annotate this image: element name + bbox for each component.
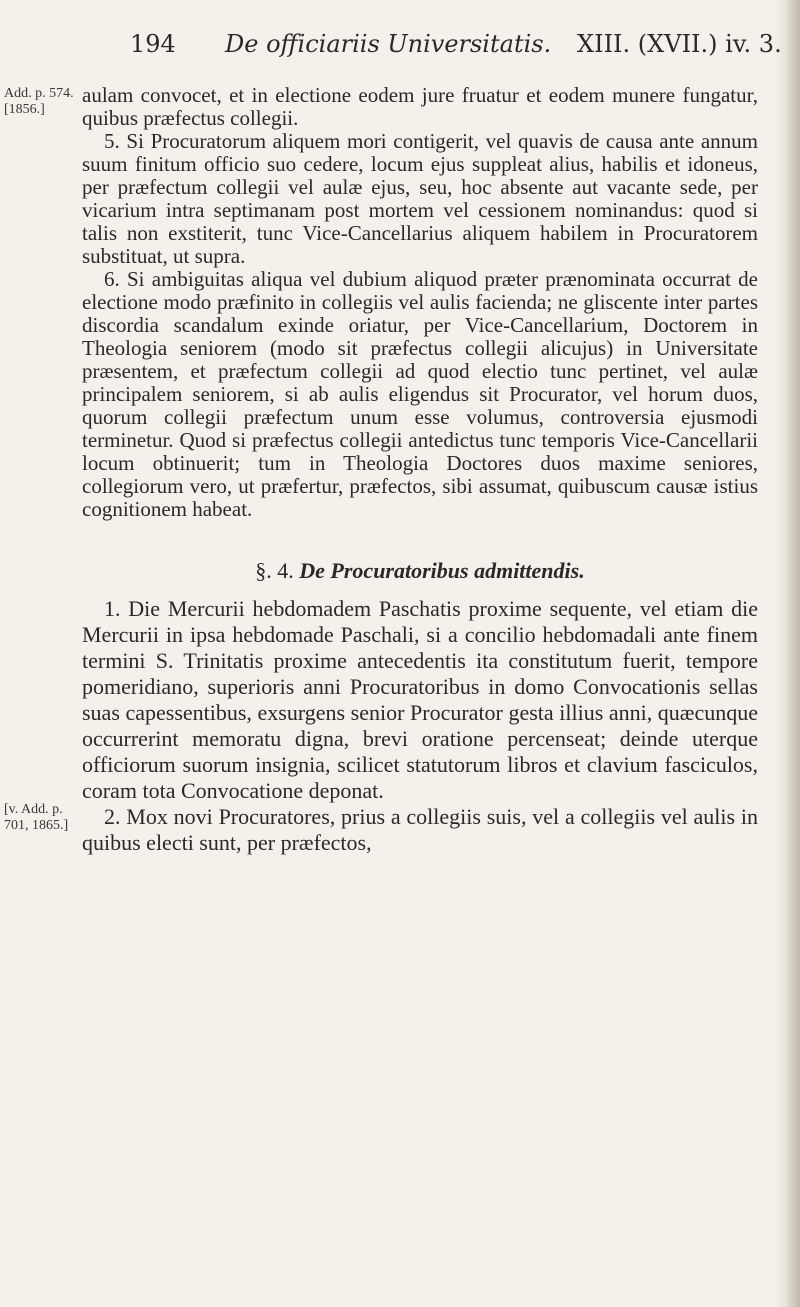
page-number: 194 [130,30,176,58]
running-title: De officiariis Universitatis. [225,30,552,58]
paragraph: 1. Die Mercurii hebdomadem Paschatis proxime sequente, vel etiam die Mercurii in ipsa hebdomade Paschali, si a concilio hebdomadali ante finem termini S. Trinitatis proxime antecedentis ita constitutum fuerit, tempore pomeridiano, superioris anni Procuratoribus in domo Convocationis sellas suas capessentibus, exsurgens senior Procurator gesta illius anni, quæcunque occurrerint memoratu digna, brevi oratione percenseat; deinde uterque officiorum suorum insignia, scilicet statutorum libros et clavium fasciculos, coram tota Convocatione deponat. [82,596,758,803]
margin-note [4,802,68,834]
paragraph: aulam convocet, et in electione eodem jure fruatur et eodem munere fungatur, quibus præfectus collegii. [82,83,758,130]
page-edge [774,0,800,1307]
margin-note [4,86,74,118]
section-body [82,596,758,856]
paragraph: 6. Si ambiguitas aliqua vel dubium aliquod præter prænominata occurrat de electione modo præfinito in collegiis vel aulis facienda; ne gliscente inter partes discordia scandalum exinde oriatur, per Vice-Cancellarium, Doctorem in Theologia seniorem (modo sit præfectus collegii alicujus) in Universitate præsentem, et præfectum collegii ad quod electio tunc pertinet, vel aulæ principalem seniorem, si ab aulis eligendus sit Procurator, vel horum duos, quorum collegii præfectum unum esse volumus, controversia ejusmodi terminetur. Quod si præfectus collegii antedictus tunc temporis Vice-Cancellarii locum obtinuerit; tum in Theologia Doctores duos maxime seniores, collegiorum vero, ut præfertur, præfectos, sibi assumat, quibuscum causæ istius cognitionem habeat. [82,267,758,521]
section-heading [82,559,758,582]
margin-note-line: Add. p. 574. [4,86,74,101]
section-reference: XIII. (XVII.) iv. 3. [577,30,782,58]
section-title: De Procuratoribus admittendis. [299,558,585,583]
margin-note-line: [1856.] [4,102,45,117]
section-number: §. 4. [255,558,294,583]
paragraph: 2. Mox novi Procuratores, prius a collegiis suis, vel a collegiis vel aulis in quibus electi sunt, per præfectos, [82,804,758,855]
margin-note-line: [v. Add. p. [4,802,63,817]
main-text [82,84,758,856]
margin-note-line: 701, 1865.] [4,818,69,833]
paragraph: 5. Si Procuratorum aliquem mori contigerit, vel quavis de causa ante annum suum finitum officio suo cedere, locum ejus suppleat alius, habilis et idoneus, per præfectum collegii vel aulæ ejus, seu, hoc absente aut vacante sede, per vicarium intra septimanam post mortem vel cessionem nominandus: quod si talis non exstiterit, tunc Vice-Cancellarius aliquem habilem in Procuratorem substituat, ut supra. [82,129,758,268]
